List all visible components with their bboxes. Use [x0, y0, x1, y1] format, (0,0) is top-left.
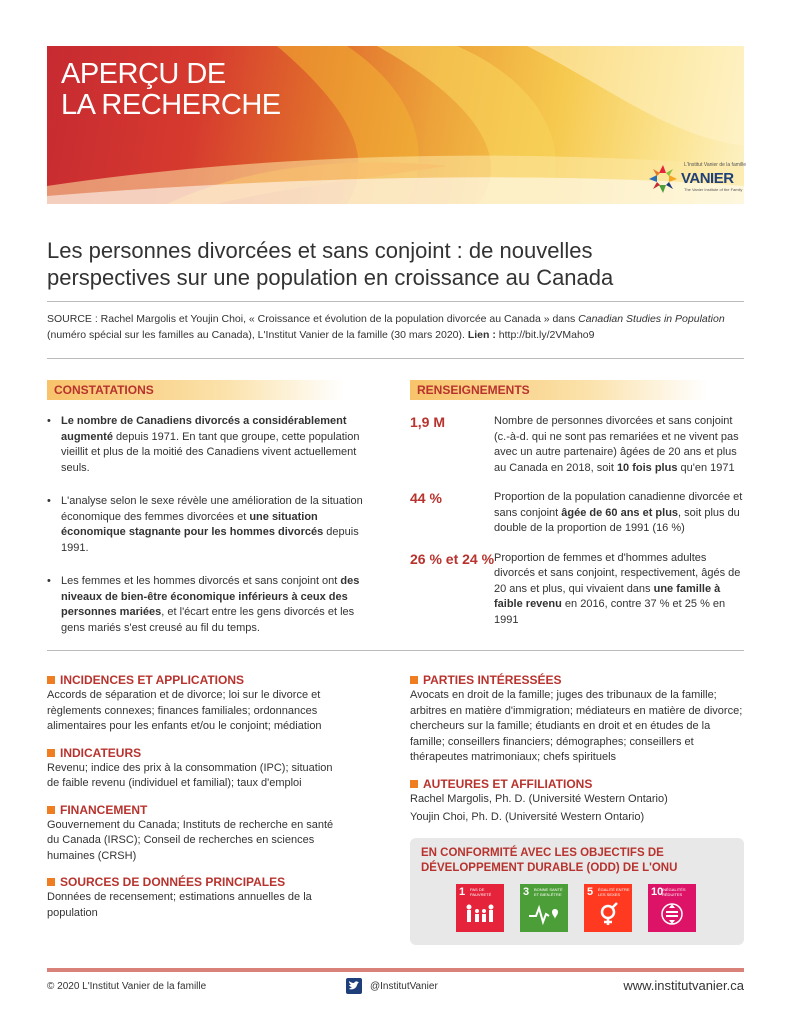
section-heading: AUTEURES ET AFFILIATIONS [410, 776, 744, 792]
page-title [47, 237, 747, 291]
footer-copyright: © 2020 L'Institut Vanier de la famille [47, 981, 207, 992]
sdg-box [410, 838, 744, 945]
bullet-text: depuis 1991. [61, 526, 359, 554]
section-heading: INCIDENCES ET APPLICATIONS [47, 672, 347, 688]
fact-item [410, 414, 750, 476]
page-title-line-1: Les personnes divorcées et sans conjoint : de nouvelles [47, 238, 593, 263]
sdg-label: BONNE SANTÉ ET BIEN-ÊTRE [534, 887, 563, 897]
vanier-snowflake-icon [648, 164, 678, 194]
sdg-title-line-2: DÉVELOPPEMENT DURABLE (ODD) DE L'ONU [421, 862, 678, 874]
bullet-text: , et l'écart entre les gens divorcés et les gens mariés s'est creusé au fil du temps. [61, 606, 355, 634]
divider [47, 301, 744, 302]
bullet-text: L'analyse selon le sexe révèle une amélioration de la situation économique des femmes divorcées et [61, 495, 363, 523]
right-info-column [410, 672, 744, 826]
list-item [47, 414, 372, 476]
fact-text-part: qu'en 1971 [677, 461, 735, 474]
constatations-heading: CONSTATATIONS [47, 380, 344, 400]
list-item [47, 494, 372, 556]
fact-text-bold: âgée de 60 ans et plus [561, 506, 679, 519]
twitter-icon[interactable] [346, 978, 362, 994]
source-prefix: SOURCE : Rachel Margolis et Youjin Choi, « Croissance et évolution de la population divorcée au Canada » dans [47, 313, 579, 325]
divider [47, 358, 744, 359]
list-item [47, 574, 372, 636]
bullet-text: Les femmes et les hommes divorcés et sans conjoint ont [61, 575, 341, 587]
fact-text [494, 490, 750, 537]
sdg-tile-10 [648, 884, 696, 932]
findings-list [47, 414, 372, 650]
fact-text-bold: 10 fois plus [616, 461, 678, 474]
fact-number: 44 % [410, 490, 442, 506]
fact-text-part: Proportion de femmes et d'hommes adultes divorcés et sans conjoint, respectivement, âgés de 20 ans et plus, qui vivaient dans [494, 551, 741, 595]
sdg-label: ÉGALITÉ ENTRE LES SEXES [598, 887, 630, 897]
source-citation [47, 311, 747, 343]
section-text: Données de recensement; estimations annuelles de la population [47, 891, 312, 919]
source-link-label: Lien : [467, 329, 499, 341]
equality-icon [656, 902, 688, 926]
section-heading: SOURCES DE DONNÉES PRINCIPALES [47, 874, 347, 890]
family-icon [464, 902, 496, 926]
footer-rule [47, 968, 744, 972]
left-info-column [47, 672, 347, 921]
source-middle: (numéro spécial sur les familles au Canada), L'Institut Vanier de la famille (30 mars 2020). [47, 329, 468, 341]
section-heading: FINANCEMENT [47, 802, 347, 818]
banner-title-line-2: LA RECHERCHE [61, 89, 281, 121]
fact-item [410, 551, 750, 629]
website-link[interactable]: www.institutvanier.ca [623, 978, 744, 993]
section-text: Avocats en droit de la famille; juges des tribunaux de la famille; arbitres en matière d'immigration; médiateurs en matière de divorce; chercheurs sur la famille; étudiants en droit et en études de la famille; conseillers financiers; démographes; conseillers et thérapeutes matrimoniaux; chefs spirituels [410, 689, 743, 763]
fact-text-part: , soit plus du double de la proportion de 1991 (16 %) [494, 506, 740, 534]
logo-bottom-text: The Vanier Institute of the Family [684, 187, 743, 192]
sdg-tile-5 [584, 884, 632, 932]
fact-text [494, 551, 750, 629]
sdg-number: 10 [651, 886, 664, 898]
section-text: Accords de séparation et de divorce; loi sur le divorce et règlements connexes; finances familiales; ordonnances alimentaires pour les enfants et/ou le conjoint; médiation [47, 689, 322, 732]
fact-text-part: Proportion de la population canadienne divorcée et sans conjoint [494, 491, 743, 519]
banner-title-line-1: APERÇU DE [61, 58, 226, 90]
sdg-tile-1 [456, 884, 504, 932]
author-line: Youjin Choi, Ph. D. (Université Western Ontario) [410, 811, 645, 823]
twitter-handle[interactable]: @InstitutVanier [370, 981, 438, 992]
section-text: Revenu; indice des prix à la consommation (IPC); situation de faible revenu (individuel et familial); taux d'emploi [47, 761, 333, 789]
sdg-number: 3 [523, 886, 530, 898]
fact-text-part: Nombre de personnes divorcées et sans conjoint (c.-à-d. qui ne sont pas remariées et ne vivent pas avec un autre partenaire) âgées de 20 ans et plus au Canada en 2018, soit [494, 415, 739, 474]
divider [47, 650, 744, 651]
section-heading: PARTIES INTÉRESSÉES [410, 672, 744, 688]
sdg-tile-3 [520, 884, 568, 932]
fact-text-bold: une famille à faible revenu [494, 582, 721, 610]
vanier-logo [648, 160, 748, 200]
sdg-title-line-1: EN CONFORMITÉ AVEC LES OBJECTIFS DE [421, 847, 664, 859]
sdg-number: 5 [587, 886, 594, 898]
fact-number: 1,9 M [410, 414, 446, 430]
source-journal: Canadian Studies in Population [578, 313, 725, 325]
page-title-line-2: perspectives sur une population en croissance au Canada [47, 265, 614, 290]
fact-number: 26 % et 24 % [410, 550, 495, 567]
author-line: Rachel Margolis, Ph. D. (Université Western Ontario) [410, 792, 668, 805]
header-banner [47, 46, 747, 204]
gender-icon [592, 902, 624, 926]
logo-name: VANIER [681, 170, 734, 187]
renseignements-heading: RENSEIGNEMENTS [410, 380, 707, 400]
logo-top-text: L'Institut Vanier de la famille [684, 162, 747, 168]
heartbeat-icon [528, 902, 560, 926]
sdg-label: INÉGALITÉS RÉDUITES [662, 887, 686, 897]
fact-text-part: en 2016, contre 37 % et 25 % en 1991 [494, 598, 726, 626]
fact-text [494, 414, 750, 476]
sdg-title [421, 846, 677, 876]
source-link[interactable]: http://bit.ly/2VMaho9 [498, 329, 595, 341]
section-heading: INDICATEURS [47, 745, 347, 761]
bullet-text: depuis 1971. En tant que groupe, cette population vieillit et plus de la moitié des Canadiens vivent actuellement seuls. [61, 430, 360, 474]
sdg-number: 1 [459, 886, 466, 898]
facts-list [410, 414, 750, 642]
bullet-bold: Le nombre de Canadiens divorcés a considérablement augmenté [61, 415, 347, 443]
bullet-bold: des niveaux de bien-être économique inférieurs à ceux des personnes mariées [61, 575, 360, 618]
fact-item [410, 490, 750, 537]
bullet-bold: une situation économique stagnante pour les hommes divorcés [61, 510, 324, 538]
sdg-label: PAS DE PAUVRETÉ [470, 887, 492, 897]
banner-title [61, 59, 281, 121]
section-text: Gouvernement du Canada; Instituts de recherche en santé du Canada (IRSC); Conseil de recherches en sciences humaines (CRSH) [47, 818, 334, 862]
